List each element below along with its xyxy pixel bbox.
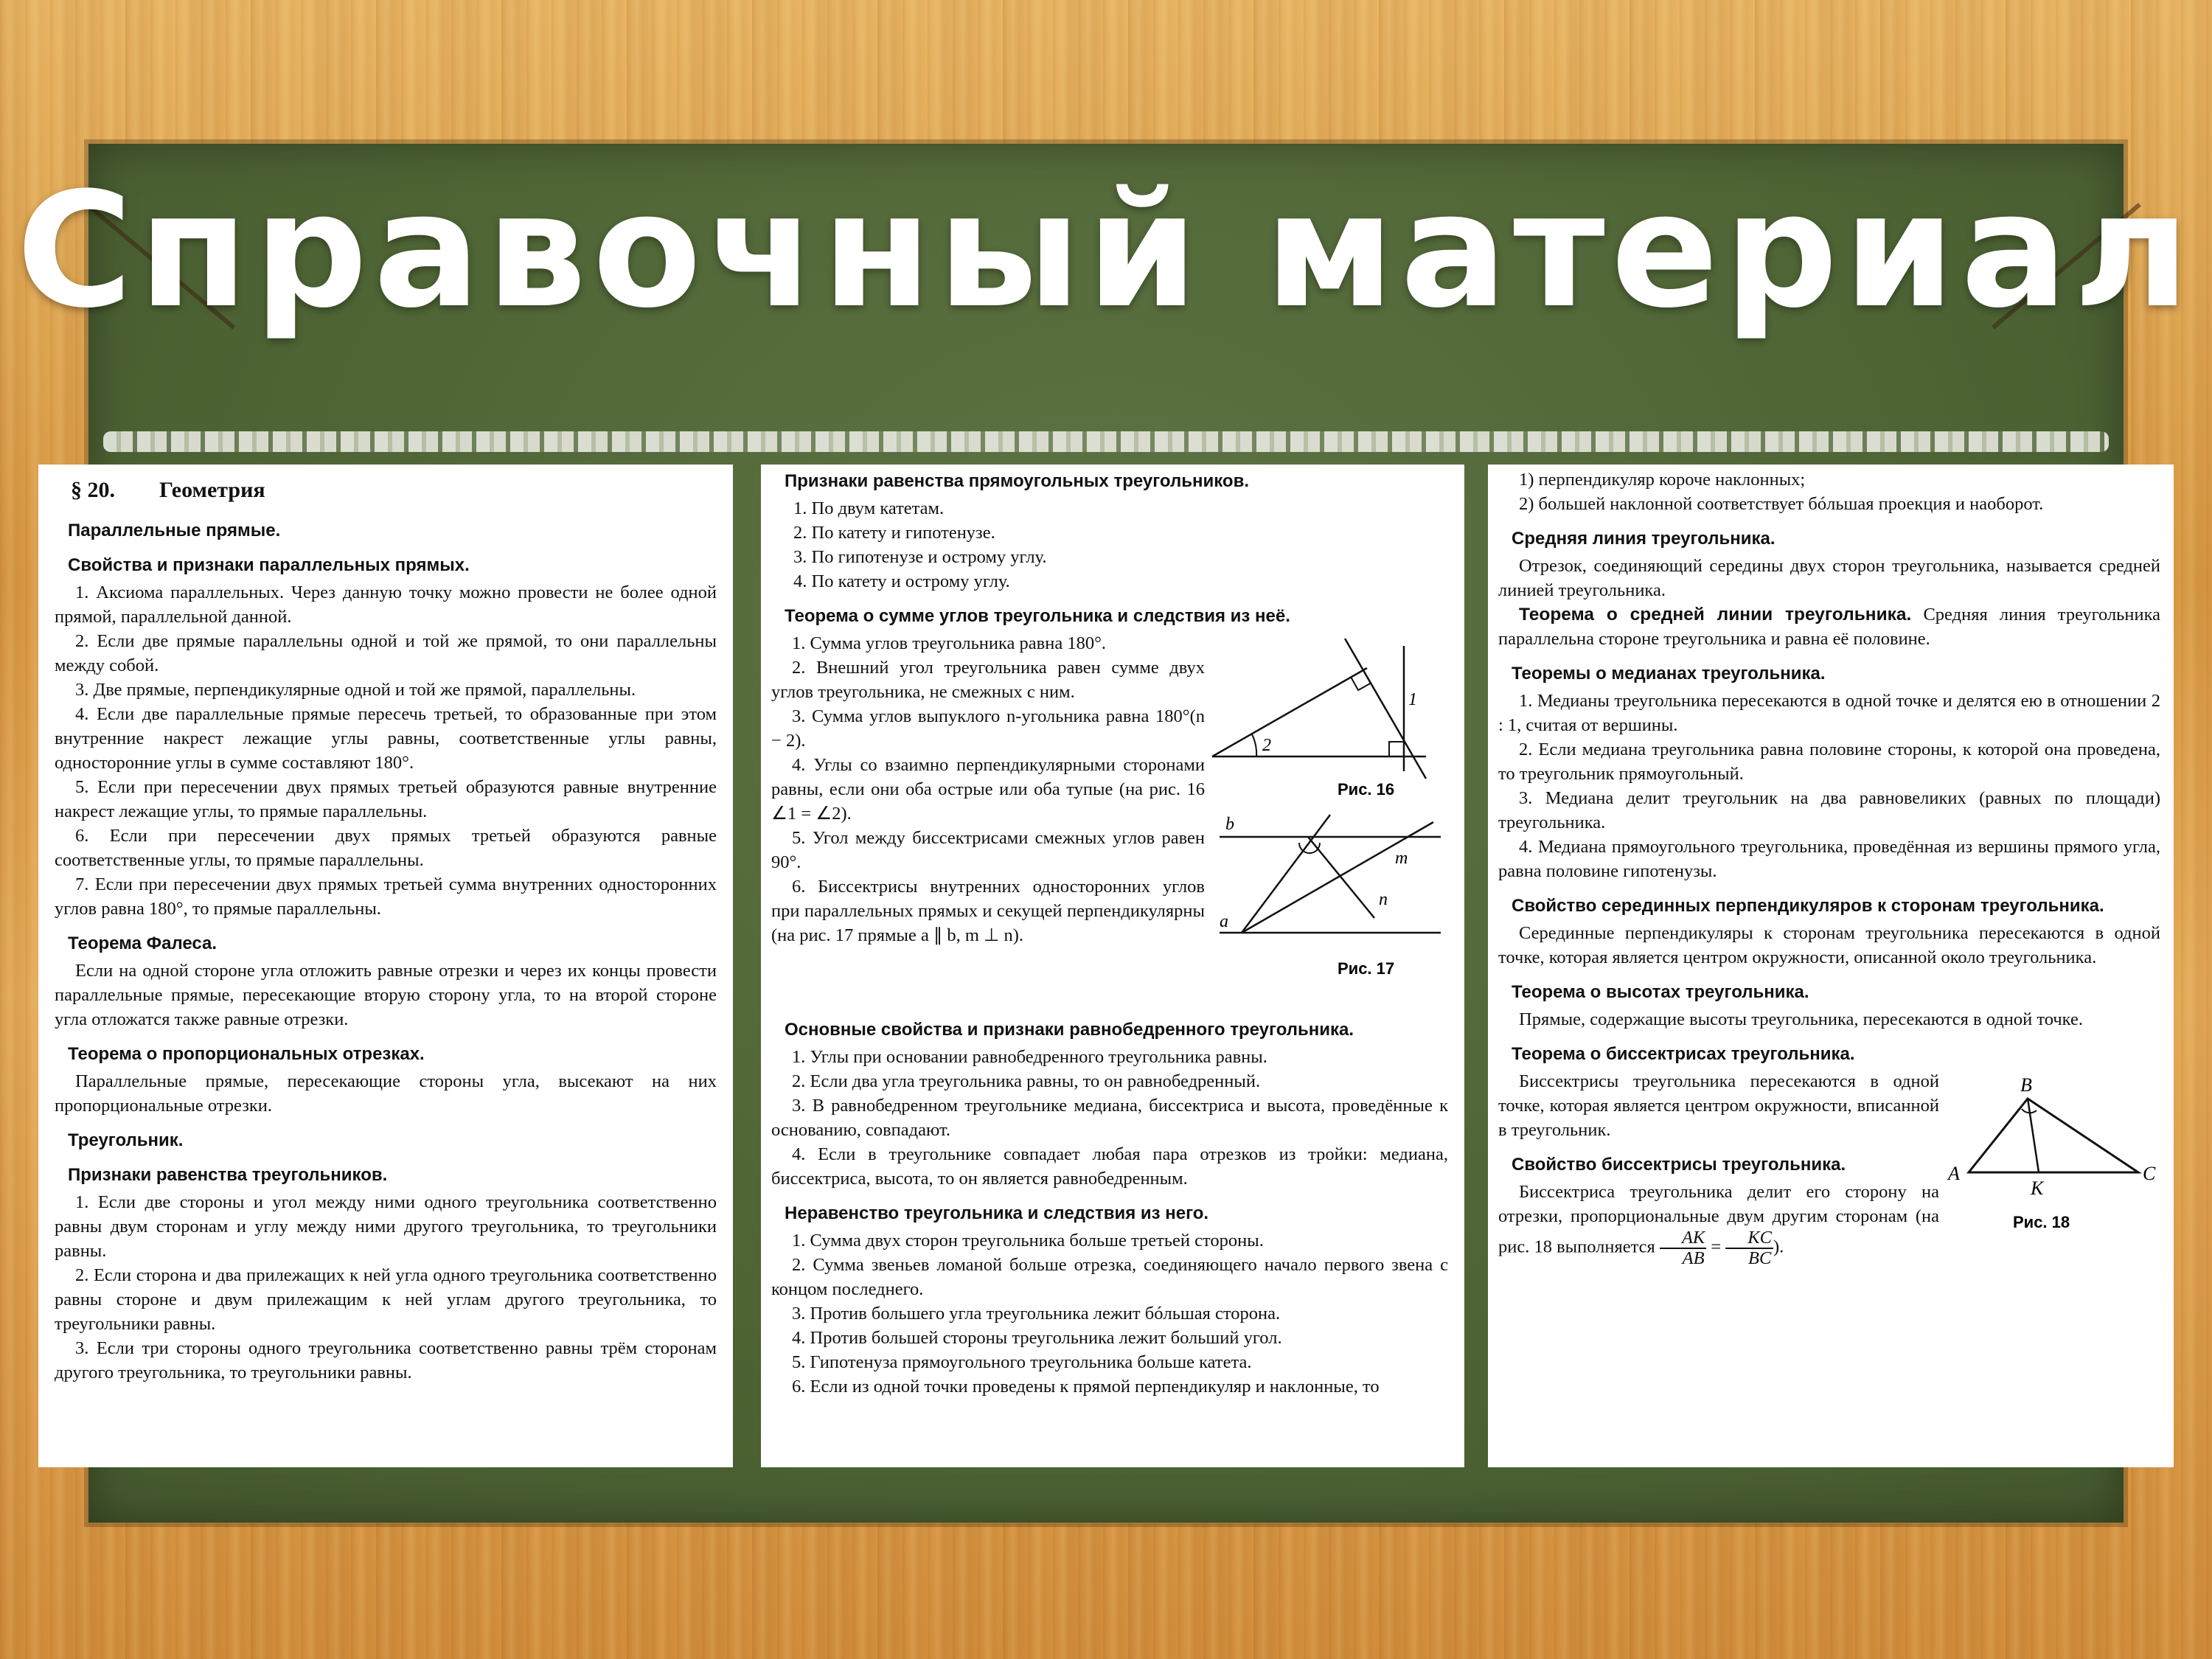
fig18-label: A bbox=[1948, 1163, 1960, 1184]
list-item: 4. По катету и острому углу. bbox=[793, 571, 1010, 591]
figure-18 bbox=[1939, 1069, 2160, 1261]
paragraph: 7. Если при пересечении двух прямых третьей сумма внутренних односторонних углов равна 180°, то прямые параллельны. bbox=[55, 874, 717, 919]
heading: Признаки равенства треугольников. bbox=[68, 1165, 388, 1185]
heading: Свойство серединных перпендикуляров к сторонам треугольника. bbox=[1512, 896, 2104, 916]
reference-page-2 bbox=[761, 465, 1464, 1467]
paragraph: 3. В равнобедренном треугольнике медиана, биссектриса и высота, проведённые к основанию, совпадают. bbox=[771, 1096, 1448, 1140]
heading: Неравенство треугольника и следствия из него. bbox=[785, 1203, 1209, 1223]
paragraph: 2) большей наклонной соответствует бóльшая проекция и наоборот. bbox=[1519, 494, 2044, 514]
spacer bbox=[771, 991, 1448, 1007]
heading: Теорема Фалеса. bbox=[68, 933, 218, 953]
paragraph: 1. Сумма двух сторон треугольника больше третьей стороны. bbox=[792, 1231, 1264, 1251]
paragraph: 2. Внешний угол треугольника равен сумме двух углов треугольника, не смежных с ним. bbox=[771, 658, 1205, 702]
paragraph: 6. Биссектрисы внутренних односторонних углов при параллельных прямых и секущей перпендикулярны (на рис. 17 прямые a ∥ b, m ⊥ n). bbox=[771, 877, 1205, 945]
paragraph: Отрезок, соединяющий середины двух сторон треугольника, называется средней линией треугольника. bbox=[1498, 556, 2160, 600]
paragraph: 3. Против большего угла треугольника лежит бóльшая сторона. bbox=[792, 1304, 1281, 1324]
bisector-block bbox=[1498, 1069, 2160, 1268]
paragraph bbox=[1498, 602, 2160, 651]
fig16-caption: Рис. 16 bbox=[1338, 780, 1395, 799]
heading: Теорема о биссектрисах треугольника. bbox=[1512, 1044, 1855, 1064]
sum-block bbox=[771, 631, 1448, 991]
numerator: AK bbox=[1660, 1228, 1706, 1249]
paragraph: Если на одной стороне угла отложить равные отрезки и через их концы провести параллельные прямые, пересекающие вторую сторону угла, то на второй стороне угла отложатся также равные отрезки. bbox=[55, 961, 717, 1029]
list-item: 3. По гипотенузе и острому углу. bbox=[793, 547, 1047, 567]
equals-sign: = bbox=[1711, 1237, 1722, 1257]
bisector-text bbox=[1498, 1069, 1939, 1268]
paragraph: 1. Углы при основании равнобедренного треугольника равны. bbox=[792, 1047, 1267, 1067]
paragraph: 1) перпендикуляр короче наклонных; bbox=[1519, 470, 1806, 490]
fig17-label: b bbox=[1225, 815, 1234, 834]
list-item: 1. По двум катетам. bbox=[793, 498, 945, 518]
paragraph: 4. Углы со взаимно перпендикулярными сторонами равны, если они оба острые или оба тупые (на рис. 16 ∠1 = ∠2). bbox=[771, 755, 1205, 824]
fig17-label: m bbox=[1395, 849, 1408, 868]
paragraph: 2. Если сторона и два прилежащих к ней угла одного треугольника соответственно равны стороне и двум прилежащим к ней углам другого треугольника, то треугольники равны. bbox=[55, 1265, 717, 1334]
fig18-label: B bbox=[2020, 1074, 2032, 1096]
chalk-line bbox=[103, 431, 2109, 452]
fig16-right-angle bbox=[1389, 742, 1404, 757]
paragraph: Серединные перпендикуляры к сторонам треугольника пересекаются в одной точке, которая является центром окружности, описанной около треугольника. bbox=[1498, 923, 2160, 967]
heading: Теорема о пропорциональных отрезках. bbox=[68, 1044, 425, 1064]
paragraph: 3. Две прямые, перпендикулярные одной и той же прямой, параллельны. bbox=[75, 680, 636, 700]
paragraph: 5. Гипотенуза прямоугольного треугольника больше катета. bbox=[792, 1352, 1252, 1372]
figure-17 bbox=[1205, 807, 1448, 984]
fig18-label: K bbox=[2031, 1178, 2044, 1199]
list-item: 2. По катету и гипотенузе. bbox=[793, 523, 995, 543]
figures bbox=[1205, 631, 1448, 991]
fig17-label: a bbox=[1220, 912, 1228, 931]
paragraph: Параллельные прямые, пересекающие стороны угла, высекают на них пропорциональные отрезки. bbox=[55, 1071, 717, 1116]
paragraph: 2. Сумма звеньев ломаной больше отрезка, соединяющего начало первого звена с концом последнего. bbox=[771, 1255, 1448, 1299]
fig17-caption: Рис. 17 bbox=[1338, 959, 1395, 978]
fig16-label: 1 bbox=[1408, 690, 1417, 709]
fig16-label: 2 bbox=[1262, 736, 1271, 755]
paragraph: 2. Если медиана треугольника равна половине стороны, к которой она проведена, то треугольник прямоугольный. bbox=[1498, 740, 2160, 784]
reference-page-1 bbox=[38, 465, 733, 1467]
reference-page-3 bbox=[1488, 465, 2174, 1467]
figure-16 bbox=[1205, 631, 1448, 801]
heading: Признаки равенства прямоугольных треугольников. bbox=[785, 471, 1249, 491]
inline-text: Средняя линия треугольника параллельна стороне треугольника и равна её половине. bbox=[1498, 605, 2160, 649]
fig17-line-m bbox=[1242, 822, 1433, 933]
heading: Средняя линия треугольника. bbox=[1512, 529, 1775, 549]
paragraph bbox=[1498, 1180, 1939, 1268]
paragraph: 3. Если три стороны одного треугольника соответственно равны трём сторонам другого треугольника, то треугольники равны. bbox=[55, 1338, 717, 1382]
heading: Теоремы о медианах треугольника. bbox=[1512, 664, 1826, 684]
paragraph: 1. Если две стороны и угол между ними одного треугольника соответственно равны двум сторонам и углу между ними другого треугольника, то треугольники равны. bbox=[55, 1192, 717, 1261]
paragraph: 2. Если два угла треугольника равны, то он равнобедренный. bbox=[792, 1071, 1261, 1091]
fig16-angle-arc bbox=[1252, 734, 1256, 757]
heading: Свойство биссектрисы треугольника. bbox=[1512, 1155, 1846, 1175]
figures bbox=[1939, 1069, 2160, 1267]
denominator: BC bbox=[1748, 1248, 1772, 1268]
paragraph: 2. Если две прямые параллельны одной и той же прямой, то они параллельны между собой. bbox=[55, 631, 717, 675]
inline-text: ). bbox=[1773, 1237, 1784, 1257]
inline-text: Биссектриса треугольника делит его сторону на отрезки, пропорциональные двум другим сторонам (на рис. 18 выполняется bbox=[1498, 1182, 1939, 1257]
fraction bbox=[1660, 1228, 1706, 1268]
fig17-label: n bbox=[1379, 890, 1388, 909]
fig18-caption: Рис. 18 bbox=[2013, 1213, 2070, 1231]
heading: Теорема о высотах треугольника. bbox=[1512, 982, 1809, 1002]
heading: Основные свойства и признаки равнобедренного треугольника. bbox=[785, 1020, 1354, 1040]
heading: Теорема о сумме углов треугольника и следствия из неё. bbox=[785, 606, 1290, 626]
fig18-label: C bbox=[2143, 1163, 2156, 1184]
heading: Треугольник. bbox=[68, 1130, 184, 1150]
fig17-secant bbox=[1242, 815, 1330, 933]
paragraph: 4. Медиана прямоугольного треугольника, проведённая из вершины прямого угла, равна половине гипотенузы. bbox=[1498, 837, 2160, 881]
inline-heading: Теорема о средней линии треугольника. bbox=[1519, 605, 1912, 625]
slide-title: Справочный материал bbox=[16, 158, 2196, 343]
paragraph: 4. Против большей стороны треугольника лежит больший угол. bbox=[792, 1328, 1282, 1348]
paragraph: Биссектрисы треугольника пересекаются в одной точке, которая является центром окружности, вписанной в треугольник. bbox=[1498, 1071, 1939, 1140]
paragraph: 3. Сумма углов выпуклого n-угольника равна 180°(n − 2). bbox=[771, 706, 1205, 751]
section-name: Геометрия bbox=[159, 478, 265, 502]
section-heading bbox=[71, 478, 717, 502]
heading: Свойства и признаки параллельных прямых. bbox=[68, 555, 470, 575]
paragraph: 4. Если две параллельные прямые пересечь третьей, то образованные при этом внутренние накрест лежащие углы равны, соответственные углы равны, односторонние углы в сумме составляют 180°. bbox=[55, 704, 717, 773]
paragraph: 1. Медианы треугольника пересекаются в одной точке и делятся ею в отношении 2 : 1, считая от вершины. bbox=[1498, 691, 2160, 735]
numerator: KC bbox=[1725, 1228, 1773, 1249]
sum-text bbox=[771, 631, 1205, 947]
fig16-line bbox=[1212, 668, 1367, 757]
paragraph: 1. Аксиома параллельных. Через данную точку можно провести не более одной прямой, параллельной данной. bbox=[55, 582, 717, 627]
paragraph: 3. Медиана делит треугольник на два равновеликих (равных по площади) треугольника. bbox=[1498, 788, 2160, 832]
fig18-bisector bbox=[2028, 1099, 2039, 1172]
fig18-triangle bbox=[1969, 1099, 2138, 1172]
denominator: AB bbox=[1682, 1248, 1705, 1268]
heading: Параллельные прямые. bbox=[68, 521, 281, 540]
paragraph: 1. Сумма углов треугольника равна 180°. bbox=[792, 633, 1106, 653]
paragraph: Прямые, содержащие высоты треугольника, пересекаются в одной точке. bbox=[1519, 1009, 2083, 1029]
section-number: § 20. bbox=[71, 478, 115, 502]
paragraph: 5. Если при пересечении двух прямых третьей образуются равные внутренние накрест лежащие углы, то прямые параллельны. bbox=[55, 777, 717, 821]
fraction bbox=[1725, 1228, 1773, 1268]
paragraph: 6. Если при пересечении двух прямых третьей образуются равные соответственные углы, то прямые параллельны. bbox=[55, 826, 717, 870]
paragraph: 5. Угол между биссектрисами смежных углов равен 90°. bbox=[771, 828, 1205, 872]
paragraph: 4. Если в треугольнике совпадает любая пара отрезков из тройки: медиана, биссектриса, высота, то он является равнобедренным. bbox=[771, 1144, 1448, 1189]
paragraph: 6. Если из одной точки проведены к прямой перпендикуляр и наклонные, то bbox=[792, 1377, 1380, 1397]
